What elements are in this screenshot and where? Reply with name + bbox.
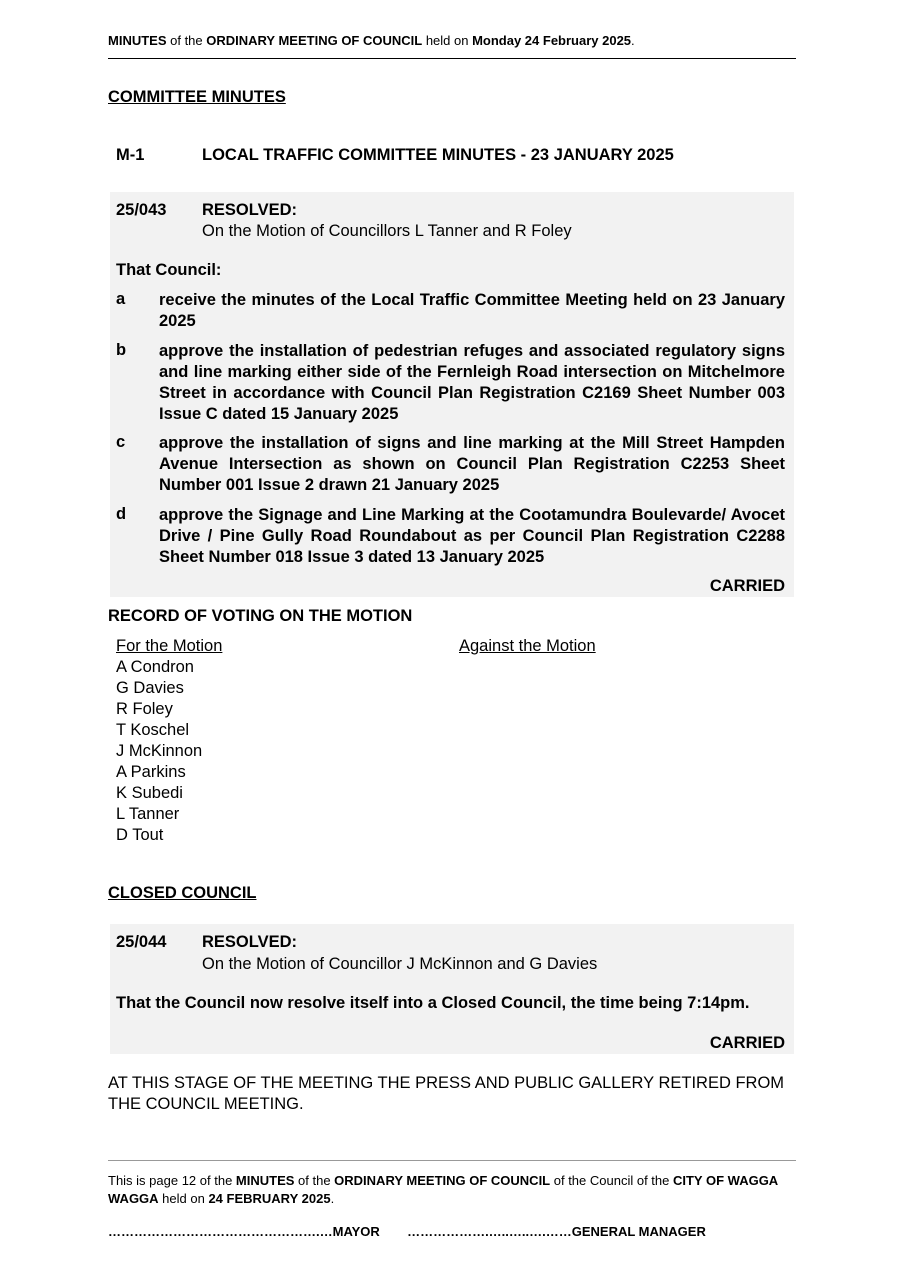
header-minutes: MINUTES — [108, 33, 167, 48]
list-item-d: approve the Signage and Line Marking at the Cootamundra Boulevarde/ Avocet Drive / Pine Gully Road Roundabout as per Council Plan Registration C2288 Sheet Number 018 Issue 3 dated 13 January 2025 — [159, 506, 785, 566]
list-letter-a: a — [116, 290, 126, 308]
gm-signature-line: ……………….…..…..….……GENERAL MANAGER — [407, 1224, 706, 1239]
list-item-a: receive the minutes of the Local Traffic Committee Meeting held on 23 January 2025 — [159, 291, 785, 330]
header-held-on: held on — [422, 33, 473, 48]
footer-date: 24 FEBRUARY 2025 — [208, 1191, 331, 1206]
page-footer — [108, 1172, 798, 1208]
footer-divider — [108, 1160, 796, 1161]
signature-lines — [108, 1224, 706, 1239]
closed-council-resolution: That the Council now resolve itself into a Closed Council, the time being 7:14pm. — [116, 994, 750, 1012]
voter-name: A Parkins — [116, 763, 186, 781]
voter-name: R Foley — [116, 700, 173, 718]
footer-minutes: MINUTES — [235, 1173, 295, 1188]
committee-minutes-heading: COMMITTEE MINUTES — [108, 88, 286, 106]
footer-city: CITY OF WAGGA WAGGA — [108, 1173, 778, 1206]
closed-council-heading: CLOSED COUNCIL — [108, 884, 257, 902]
voter-name: L Tanner — [116, 805, 180, 823]
carried-label-2: CARRIED — [709, 1034, 785, 1052]
header-meeting-type: ORDINARY MEETING OF COUNCIL — [206, 33, 423, 48]
list-item-b: approve the installation of pedestrian refuges and associated regulatory signs and line marking either side of the Fernleigh Road intersection on Mitchelmore Street in accordance with Council Plan Registration C2169 Sheet Number 003 Issue C dated 15 January 2025 — [159, 342, 785, 423]
resolution-number-2: 25/044 — [116, 933, 167, 951]
footer-text: of the Council of the — [550, 1173, 673, 1188]
for-the-motion-label: For the Motion — [116, 637, 223, 655]
header-of-the: of the — [166, 33, 207, 48]
list-item-c: approve the installation of signs and line marking at the Mill Street Hampden Avenue Intersection as shown on Council Plan Registration C2253 Sheet Number 001 Issue 2 drawn 21 January 2025 — [159, 434, 785, 494]
footer-text: . — [330, 1191, 335, 1206]
footer-text: This is page 12 of the — [108, 1173, 236, 1188]
for-votes-list — [116, 657, 202, 846]
carried-label-1: CARRIED — [709, 577, 785, 595]
list-letter-c: c — [116, 433, 126, 451]
voter-name: G Davies — [116, 679, 184, 697]
header-divider — [108, 58, 796, 59]
list-letter-d: d — [116, 505, 127, 523]
mayor-signature-line: ………………………………………….…MAYOR — [108, 1224, 380, 1239]
against-the-motion-label: Against the Motion — [459, 637, 596, 655]
footer-meeting-type: ORDINARY MEETING OF COUNCIL — [334, 1173, 551, 1188]
footer-text: held on — [158, 1191, 209, 1206]
voter-name: K Subedi — [116, 784, 183, 802]
voter-name: D Tout — [116, 826, 164, 844]
that-council-label: That Council: — [116, 261, 222, 279]
voter-name: A Condron — [116, 658, 194, 676]
voter-name: T Koschel — [116, 721, 190, 739]
item-number: M-1 — [116, 146, 145, 164]
resolved-label: RESOLVED: — [202, 201, 298, 219]
voter-name: J McKinnon — [116, 742, 203, 760]
page-header — [108, 33, 635, 48]
footer-text: of the — [294, 1173, 335, 1188]
header-date: Monday 24 February 2025 — [472, 33, 632, 48]
header-period: . — [631, 33, 635, 48]
resolution-number: 25/043 — [116, 201, 167, 219]
list-letter-b: b — [116, 341, 127, 359]
motion-text-2: On the Motion of Councillor J McKinnon and G Davies — [202, 955, 598, 973]
voting-title: RECORD OF VOTING ON THE MOTION — [108, 607, 413, 625]
item-title: LOCAL TRAFFIC COMMITTEE MINUTES - 23 JANUARY 2025 — [202, 146, 674, 164]
motion-text: On the Motion of Councillors L Tanner and R Foley — [202, 222, 572, 240]
retired-note: AT THIS STAGE OF THE MEETING THE PRESS AND PUBLIC GALLERY RETIRED FROM THE COUNCIL MEETING. — [108, 1074, 785, 1113]
resolved-label-2: RESOLVED: — [202, 933, 298, 951]
